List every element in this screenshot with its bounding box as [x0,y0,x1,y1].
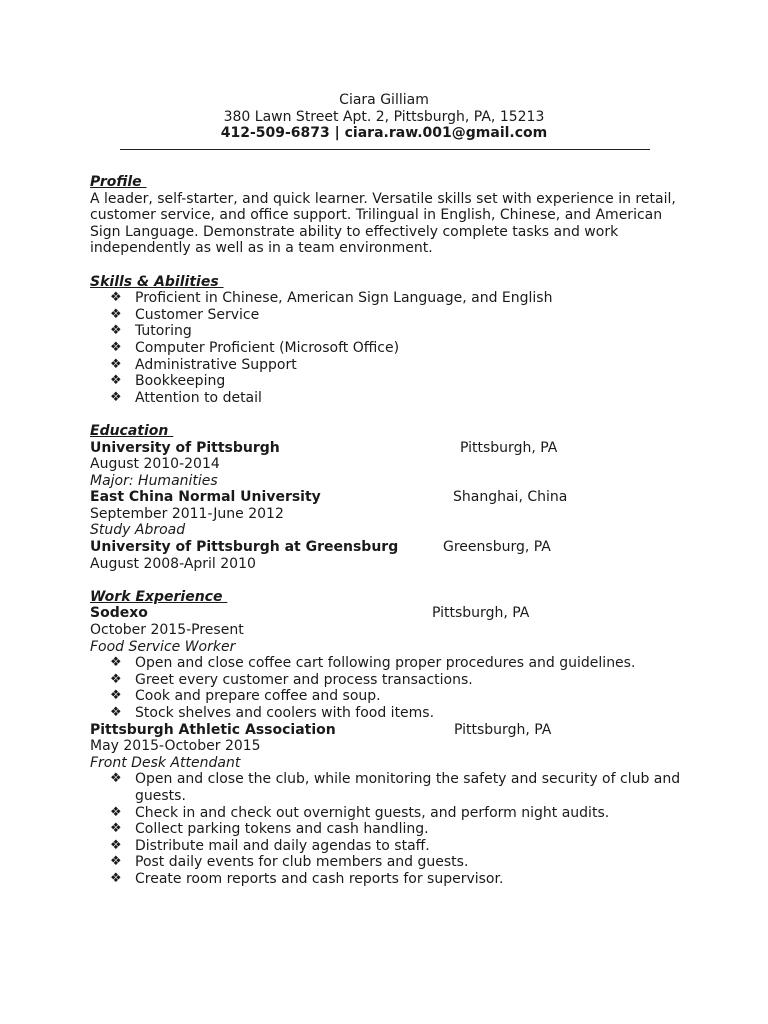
diamond-bullet-icon: ❖ [110,821,122,837]
job-header [90,722,690,739]
diamond-bullet-icon: ❖ [110,323,122,339]
education-dates: August 2008-April 2010 [90,555,256,572]
job-role: Front Desk Attendant [90,754,241,771]
work-heading: Work Experience [90,588,228,605]
education-dates: September 2011-June 2012 [90,505,284,522]
diamond-bullet-icon: ❖ [110,655,122,671]
list-item: ❖ Attention to detail [110,389,262,406]
work-section [90,589,690,888]
job-dates: October 2015-Present [90,622,244,639]
education-entry-header [90,489,690,506]
list-item: ❖ Proficient in Chinese, American Sign Language, and English [110,290,553,307]
job-role: Food Service Worker [90,638,236,655]
list-item: ❖ Customer Service [110,306,260,323]
diamond-bullet-icon: ❖ [110,290,122,306]
job-duties-list [90,771,690,887]
school-name: University of Pittsburgh [90,439,280,456]
header-divider [120,149,650,150]
school-location: Pittsburgh, PA [460,439,558,456]
school-location: Shanghai, China [453,489,568,506]
job-location: Pittsburgh, PA [454,721,552,738]
list-item: ❖ Tutoring [110,323,192,340]
list-item: ❖ Cook and prepare coffee and soup. [110,688,381,705]
diamond-bullet-icon: ❖ [110,671,122,687]
diamond-bullet-icon: ❖ [110,339,122,355]
education-entry-header [90,539,690,556]
skills-list [90,290,690,406]
diamond-bullet-icon: ❖ [110,389,122,405]
job-location: Pittsburgh, PA [432,605,530,622]
list-item: ❖ Open and close coffee cart following proper procedures and guidelines. [110,655,636,672]
profile-section [90,174,690,257]
education-section [90,423,690,572]
profile-heading: Profile [90,174,147,190]
education-note: Study Abroad [90,522,186,539]
list-item: ❖ Administrative Support [110,356,297,373]
resume-header [0,92,768,142]
list-item: ❖ Stock shelves and coolers with food items. [110,705,435,721]
list-item: ❖ Greet every customer and process transactions. [110,671,473,688]
school-name: University of Pittsburgh at Greensburg [90,539,399,556]
diamond-bullet-icon: ❖ [110,870,122,886]
skills-heading: Skills & Abilities [90,273,224,290]
diamond-bullet-icon: ❖ [110,854,122,870]
job-duties-list [90,655,690,721]
school-name: East China Normal University [90,489,321,506]
education-note: Major: Humanities [90,472,218,489]
employer-name: Pittsburgh Athletic Association [90,721,336,738]
list-item: ❖ Open and close the club, while monitoring the safety and security of club and guests. [110,771,681,804]
candidate-address: 380 Lawn Street Apt. 2, Pittsburgh, PA, 15213 [223,108,545,125]
education-dates: August 2010-2014 [90,456,220,473]
diamond-bullet-icon: ❖ [110,306,122,322]
education-heading: Education [90,422,174,439]
diamond-bullet-icon: ❖ [110,771,122,787]
candidate-contact: 412-509-6873 | ciara.raw.001@gmail.com [220,125,548,141]
employer-name: Sodexo [90,605,148,622]
list-item: ❖ Create room reports and cash reports for supervisor. [110,870,504,887]
resume-body [90,174,690,888]
diamond-bullet-icon: ❖ [110,837,122,853]
school-location: Greensburg, PA [443,539,551,556]
candidate-name: Ciara Gilliam [339,92,429,108]
list-item: ❖ Check in and check out overnight guests, and perform night audits. [110,804,610,821]
diamond-bullet-icon: ❖ [110,804,122,820]
list-item: ❖ Computer Proficient (Microsoft Office) [110,339,400,356]
list-item: ❖ Distribute mail and daily agendas to staff. [110,837,430,854]
list-item: ❖ Post daily events for club members and guests. [110,854,469,871]
profile-text: A leader, self-starter, and quick learner. Versatile skills set with experience in retail, customer service, and office support. Trilingual in English, Chinese, and American Sign Language. Demonstrate ability to effectively complete tasks and work independently as well as in a team environment. [90,190,676,257]
diamond-bullet-icon: ❖ [110,705,122,720]
list-item: ❖ Bookkeeping [110,373,226,390]
job-dates: May 2015-October 2015 [90,738,261,755]
diamond-bullet-icon: ❖ [110,356,122,372]
diamond-bullet-icon: ❖ [110,373,122,389]
job-header [90,605,690,622]
diamond-bullet-icon: ❖ [110,688,122,704]
list-item: ❖ Collect parking tokens and cash handling. [110,821,429,838]
education-entry-header [90,440,690,457]
skills-section [90,274,690,407]
